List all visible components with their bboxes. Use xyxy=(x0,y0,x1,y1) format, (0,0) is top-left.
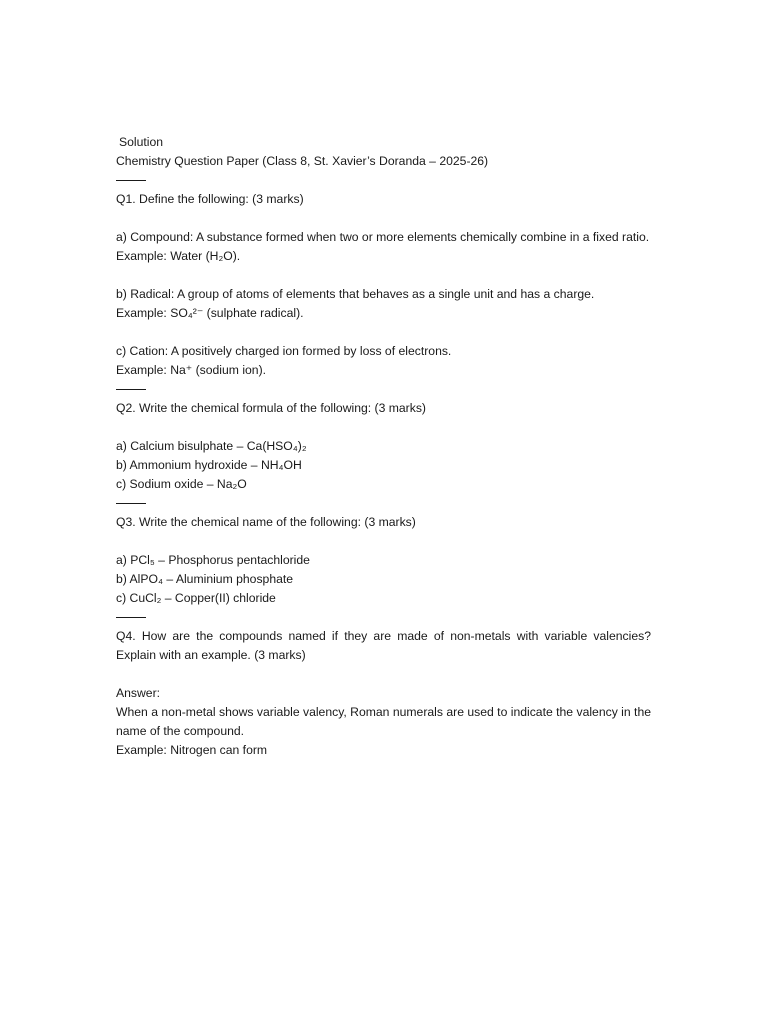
q3-heading: Q3. Write the chemical name of the following: (3 marks) xyxy=(116,515,416,529)
q2-heading: Q2. Write the chemical formula of the following: (3 marks) xyxy=(116,401,426,415)
section-divider xyxy=(116,389,146,390)
q1-a-example: Example: Water (H₂O). xyxy=(116,249,241,263)
q4-example: Example: Nitrogen can form xyxy=(116,743,268,757)
q1-b-example: Example: SO₄²⁻ (sulphate radical). xyxy=(116,306,304,320)
q4-answer-label: Answer: xyxy=(116,686,161,700)
q1-heading: Q1. Define the following: (3 marks) xyxy=(116,192,304,206)
document-body xyxy=(116,133,651,760)
q3-item-a: a) PCl₅ – Phosphorus pentachloride xyxy=(116,553,310,567)
q2-item-c: c) Sodium oxide – Na₂O xyxy=(116,477,247,491)
q4-answer-text: When a non-metal shows variable valency, Roman numerals are used to indicate the valency in the name of the compound. xyxy=(116,705,651,738)
q2-item-b: b) Ammonium hydroxide – NH₄OH xyxy=(116,458,302,472)
q1-c-definition: c) Cation: A positively charged ion formed by loss of electrons. xyxy=(116,344,452,358)
q2-item-a: a) Calcium bisulphate – Ca(HSO₄)₂ xyxy=(116,439,307,453)
section-divider xyxy=(116,180,146,181)
q1-a-definition: a) Compound: A substance formed when two or more elements chemically combine in a fixed ratio. xyxy=(116,230,650,244)
doc-subtitle: Chemistry Question Paper (Class 8, St. Xavier’s Doranda – 2025-26) xyxy=(116,154,489,168)
q1-c-example: Example: Na⁺ (sodium ion). xyxy=(116,363,267,377)
q1-b-definition: b) Radical: A group of atoms of elements that behaves as a single unit and has a charge. xyxy=(116,287,595,301)
q3-item-c: c) CuCl₂ – Copper(II) chloride xyxy=(116,591,276,605)
q4-heading: Q4. How are the compounds named if they are made of non-metals with variable valencies? Explain with an example. (3 marks) xyxy=(116,629,651,662)
section-divider xyxy=(116,503,146,504)
doc-title: Solution xyxy=(119,135,164,149)
q3-item-b: b) AlPO₄ – Aluminium phosphate xyxy=(116,572,294,586)
section-divider xyxy=(116,617,146,618)
